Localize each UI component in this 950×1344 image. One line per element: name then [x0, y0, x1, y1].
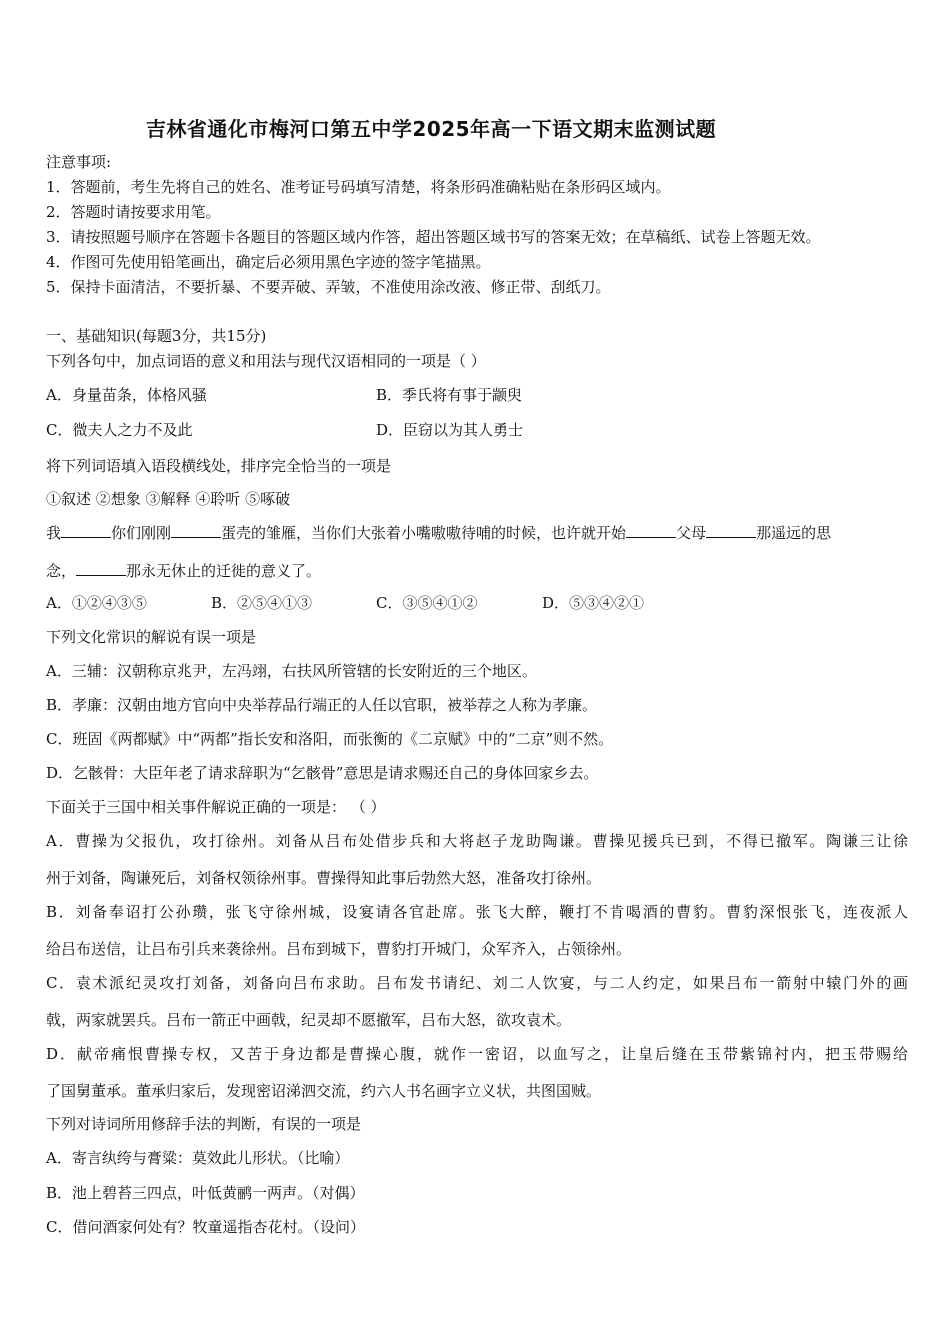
- question-stem: 下面关于三国中相关事件解说正确的一项是： （ ）: [46, 798, 386, 816]
- option-d-line1: D．献帝痛恨曹操专权，又苦于身边都是曹操心腹，就作一密诏，以血写之，让皇后缝在玉带紫锦衬内，把玉带赐给: [46, 1045, 908, 1063]
- question-stem: 将下列词语填入语段横线处，排序完全恰当的一项是: [46, 457, 392, 475]
- question-stem: 下列文化常识的解说有误一项是: [46, 628, 257, 646]
- fill-blank: [76, 561, 126, 576]
- option-a-line1: A．曹操为父报仇，攻打徐州。刘备从吕布处借步兵和大将赵子龙助陶谦。曹操见援兵已到，不得已撤军。陶谦三让徐: [46, 832, 908, 850]
- option-d-line2: 了国舅董承。董承归家后，发现密诏涕泗交流，约六人书名画字立义状，共图国贼。: [46, 1082, 602, 1100]
- option-b: B．季氏将有事于颛臾: [376, 386, 523, 404]
- option-b-line1: B．刘备奉诏打公孙瓒，张飞守徐州城，设宴请各官赴席。张飞大醉，鞭打不肯喝酒的曹豹。曹豹深恨张飞，连夜派人: [46, 903, 908, 921]
- option-c: C．③⑤④①②: [376, 594, 478, 612]
- fill-blank: [626, 523, 676, 538]
- option-a: A．寄言纨绔与膏粱：莫效此儿形状。（比喻）: [46, 1149, 350, 1167]
- notice-item: 3．请按照题号顺序在答题卡各题目的答题区域内作答，超出答题区域书写的答案无效；在草稿纸、试卷上答题无效。: [46, 228, 821, 246]
- fill-blank: [61, 523, 111, 538]
- option-d: D．⑤③④②①: [542, 594, 645, 612]
- option-b: B．孝廉：汉朝由地方官向中央举荐品行端正的人任以官职，被举荐之人称为孝廉。: [46, 696, 598, 714]
- notice-item: 1．答题前，考生先将自己的姓名、准考证号码填写清楚，将条形码准确粘贴在条形码区域内。: [46, 178, 671, 196]
- notice-item: 4．作图可先使用铅笔画出，确定后必须用黑色字迹的签字笔描黑。: [46, 253, 491, 271]
- passage-text: 那遥远的思: [756, 524, 832, 542]
- passage-text: 蛋壳的雏雁，当你们大张着小嘴嗷嗷待哺的时候，也许就开始: [221, 524, 627, 542]
- page-title: 吉林省通化市梅河口第五中学2025年高一下语文期末监测试题: [145, 117, 717, 141]
- question-stem: 下列各句中，加点词语的意义和用法与现代汉语相同的一项是（ ）: [46, 352, 486, 370]
- option-c: C．微夫人之力不及此: [46, 421, 193, 439]
- option-b: B．②⑤④①③: [211, 594, 313, 612]
- option-d: D．乞骸骨：大臣年老了请求辞职为“乞骸骨”意思是请求赐还自己的身体回家乡去。: [46, 764, 599, 782]
- option-a: A．三辅：汉朝称京兆尹，左冯翊，右扶风所管辖的长安附近的三个地区。: [46, 662, 537, 680]
- option-a-line2: 州于刘备，陶谦死后，刘备权领徐州事。曹操得知此事后勃然大怒，准备攻打徐州。: [46, 869, 602, 887]
- passage-line: [46, 523, 831, 543]
- option-c-line1: C．袁术派纪灵攻打刘备，刘备向吕布求助。吕布发书请纪、刘二人饮宴，与二人约定，如果吕布一箭射中辕门外的画: [46, 974, 908, 992]
- passage-line: [46, 561, 321, 581]
- fill-blank: [171, 523, 221, 538]
- option-b-line2: 给吕布送信，让吕布引兵来袭徐州。吕布到城下，曹豹打开城门，众军齐入，占领徐州。: [46, 940, 632, 958]
- passage-text: 你们刚刚: [111, 524, 172, 542]
- fill-blank: [706, 523, 756, 538]
- option-a: A．①②④③⑤: [46, 594, 147, 612]
- notice-item: 2．答题时请按要求用笔。: [46, 203, 221, 221]
- passage-text: 父母: [676, 524, 707, 542]
- passage-text: 我: [46, 524, 62, 542]
- passage-text: 念，: [46, 562, 77, 580]
- option-c: C．班固《两都赋》中“两都”指长安和洛阳，而张衡的《二京赋》中的“二京”则不然。: [46, 730, 614, 748]
- word-list: ①叙述 ②想象 ③解释 ④聆听 ⑤啄破: [46, 490, 291, 508]
- option-c-line2: 戟，两家就罢兵。吕布一箭正中画戟，纪灵却不愿撤军，吕布大怒，欲攻袁术。: [46, 1011, 572, 1029]
- section-heading: 一、基础知识(每题3分，共15分): [46, 327, 267, 345]
- option-b: B．池上碧苔三四点，叶低黄鹂一两声。（对偶）: [46, 1184, 365, 1202]
- option-a: A．身量苗条，体格风骚: [46, 386, 207, 404]
- notice-heading: 注意事项:: [46, 153, 112, 171]
- passage-text: 那永无休止的迁徙的意义了。: [126, 562, 322, 580]
- question-stem: 下列对诗词所用修辞手法的判断，有误的一项是: [46, 1115, 362, 1133]
- option-d: D．臣窃以为其人勇士: [376, 421, 524, 439]
- option-c: C．借问酒家何处有？牧童遥指杏花村。（设问）: [46, 1218, 365, 1236]
- notice-item: 5．保持卡面清洁，不要折暴、不要弄破、弄皱，不准使用涂改液、修正带、刮纸刀。: [46, 278, 611, 296]
